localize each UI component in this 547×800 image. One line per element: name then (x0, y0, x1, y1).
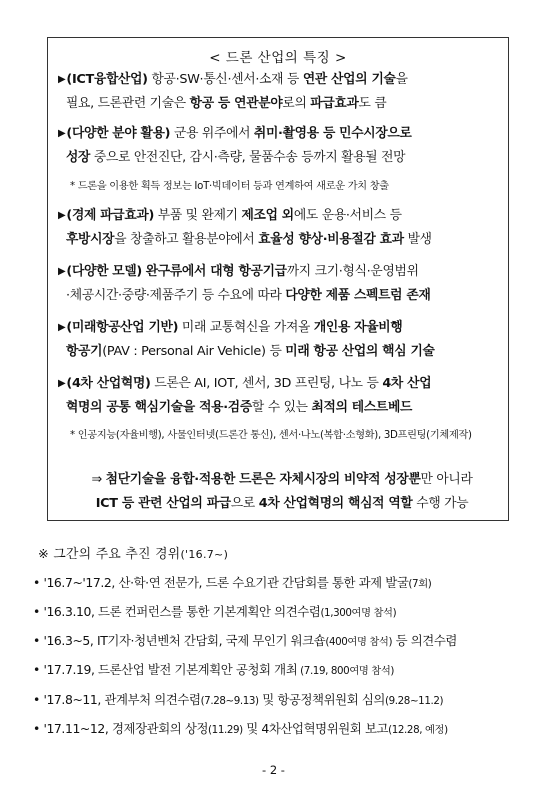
conclusion-text: 4차 산업혁명의 핵심적 역할 (258, 496, 413, 511)
feature-item (58, 68, 506, 116)
bullet-triangle-icon: ▶ (58, 266, 66, 277)
feature-text: 혁명의 공통 핵심기술을 적용·검증 (66, 400, 252, 415)
feature-text: 취미·촬영용 등 민수시장으로 (253, 126, 412, 141)
feature-item (58, 372, 506, 420)
feature-item (58, 316, 506, 364)
conclusion-text: 으로 (230, 496, 259, 511)
feature-text: 연관 산업의 기술 (302, 72, 396, 87)
bullet-triangle-icon: ▶ (58, 378, 66, 389)
feature-text: 완구류에서 대형 항공기급 (145, 264, 287, 279)
feature-text: 제조업 외 (241, 208, 294, 223)
feature-line-cont (58, 284, 506, 308)
bullet-triangle-icon: ▶ (58, 210, 66, 221)
feature-text: 항공 등 연관분야 (189, 96, 283, 111)
history-text: 등 의견수렴 (392, 633, 458, 648)
feature-text: ·체공시간·중량·제품주기 등 수요에 따라 (66, 288, 286, 303)
conclusion-text: 자체시장의 비약적 성장뿐 (279, 472, 421, 487)
bullet-triangle-icon: ▶ (58, 74, 66, 85)
implication-arrow-icon: ⇒ (91, 472, 102, 487)
history-text: (12.28, 예정) (388, 724, 448, 736)
history-item (33, 660, 513, 681)
feature-line (58, 264, 419, 279)
feature-text: 로의 (282, 96, 311, 111)
bullet-triangle-icon: ▶ (58, 322, 66, 333)
feature-text: (ICT융합산업) (66, 72, 148, 87)
feature-text: 항공·SW·통신·센서·소재 등 (147, 72, 303, 87)
conclusion-line-2 (58, 492, 506, 516)
feature-text: 발생 (403, 232, 432, 247)
feature-text: 도 큼 (358, 96, 387, 111)
feature-line-cont (58, 340, 506, 364)
history-text: • '16.3.10, 드론 컨퍼런스를 통한 기본계획안 의견수렴 (33, 604, 321, 619)
feature-text: 미래 교통혁신을 가져올 (178, 320, 314, 335)
feature-text: (경제 파급효과) (66, 208, 155, 223)
feature-line-cont (58, 228, 506, 252)
conclusion-line-1 (58, 468, 506, 492)
feature-text: 다양한 제품 스펙트럼 존재 (285, 288, 431, 303)
feature-text: (PAV : Personal Air Vehicle) 등 (102, 344, 286, 359)
history-text: (400여명 참석) (325, 636, 393, 648)
feature-text: 항공기 (66, 344, 103, 359)
history-text: (7.28~9.13) (200, 695, 259, 707)
feature-line (58, 126, 412, 141)
history-item (33, 573, 513, 594)
feature-text: 드론은 AI, IOT, 센서, 3D 프린팅, 나노 등 (150, 376, 383, 391)
feature-text: 필요, 드론관련 기술은 (66, 96, 190, 111)
feature-text: 군용 위주에서 (170, 126, 254, 141)
history-text: • '17.7.19, 드론산업 발전 기본계획안 공청회 개최 (33, 662, 298, 677)
feature-text: 할 수 있는 (251, 400, 312, 415)
feature-text: 에도 운용·서비스 등 (293, 208, 402, 223)
feature-text: 성장 (66, 150, 91, 165)
box-title: < 드론 산업의 특징 > (209, 50, 347, 66)
feature-text: 효율성 향상·비용절감 효과 (258, 232, 404, 247)
feature-text: 4차 산업 (382, 376, 432, 391)
feature-text: (다양한 모델) (66, 264, 142, 279)
feature-text: 까지 크기·형식·운영범위 (286, 264, 419, 279)
history-item (33, 719, 513, 740)
feature-note: * 인공지능(자율비행), 사물인터넷(드론간 통신), 센서·나노(복합·소형화), 3D프린팅(기체제작) (70, 430, 472, 441)
history-text: • '16.7~'17.2, 산·학·연 전문가, 드론 수요기관 간담회를 통한 과제 발굴 (33, 575, 409, 590)
history-text: • '16.3~5, IT기자·청년벤처 간담회, 국제 무인기 워크숍 (33, 633, 326, 648)
history-text: (7.19, 800여명 참석) (297, 665, 394, 677)
feature-text: (다양한 분야 활용) (66, 126, 171, 141)
feature-text: (미래항공산업 기반) (66, 320, 179, 335)
history-text: (7회) (408, 578, 432, 590)
conclusion-text: ICT 등 관련 산업의 파급 (95, 496, 231, 511)
history-item (33, 602, 513, 623)
history-item (33, 631, 513, 652)
feature-text: 후방시장 (66, 232, 115, 247)
history-item (33, 690, 513, 711)
feature-line (58, 72, 408, 87)
feature-text: 파급효과 (310, 96, 359, 111)
feature-line-cont (58, 396, 506, 420)
history-text: 및 항공정책위원회 심의 (258, 692, 385, 707)
feature-line (58, 320, 402, 335)
history-text: (11.29) (208, 724, 243, 736)
feature-text: 최적의 테스트베드 (311, 400, 413, 415)
history-text: (1,300여명 참석) (320, 607, 397, 619)
conclusion-text: 첨단기술을 융합·적용한 드론은 (105, 472, 280, 487)
feature-text: 을 창출하고 활용분야에서 (114, 232, 259, 247)
feature-text: 중으로 안전진단, 감시·측량, 물품수송 등까지 활용될 전망 (90, 150, 406, 165)
feature-item (58, 122, 506, 170)
conclusion-text: 만 아니라 (420, 472, 473, 487)
feature-text: 부품 및 완제기 (154, 208, 242, 223)
feature-box (47, 37, 509, 521)
conclusion (58, 468, 506, 516)
feature-line-cont (58, 146, 506, 170)
history-title: ※ 그간의 주요 추진 경위('16.7~) (38, 547, 229, 562)
history-text: • '17.8~11, 관계부처 의견수렴 (33, 692, 201, 707)
history-text: (9.28~11.2) (385, 695, 444, 707)
feature-text: 을 (395, 72, 408, 87)
feature-text: 개인용 자율비행 (313, 320, 403, 335)
bullet-triangle-icon: ▶ (58, 128, 66, 139)
history-text: • '17.11~12, 경제장관회의 상정 (33, 721, 209, 736)
feature-text: (4차 산업혁명) (66, 376, 151, 391)
conclusion-text: 수행 가능 (412, 496, 469, 511)
feature-line (58, 208, 402, 223)
feature-item (58, 260, 506, 308)
feature-text: 미래 항공 산업의 핵심 기술 (285, 344, 435, 359)
feature-line (58, 376, 431, 391)
feature-item (58, 204, 506, 252)
feature-line-cont (58, 92, 506, 116)
feature-note: * 드론을 이용한 획득 정보는 IoT·빅데이터 등과 연계하여 새로운 가치 창출 (70, 181, 389, 192)
history-text: 및 4차산업혁명위원회 보고 (242, 721, 389, 736)
page-number: - 2 - (262, 763, 285, 777)
